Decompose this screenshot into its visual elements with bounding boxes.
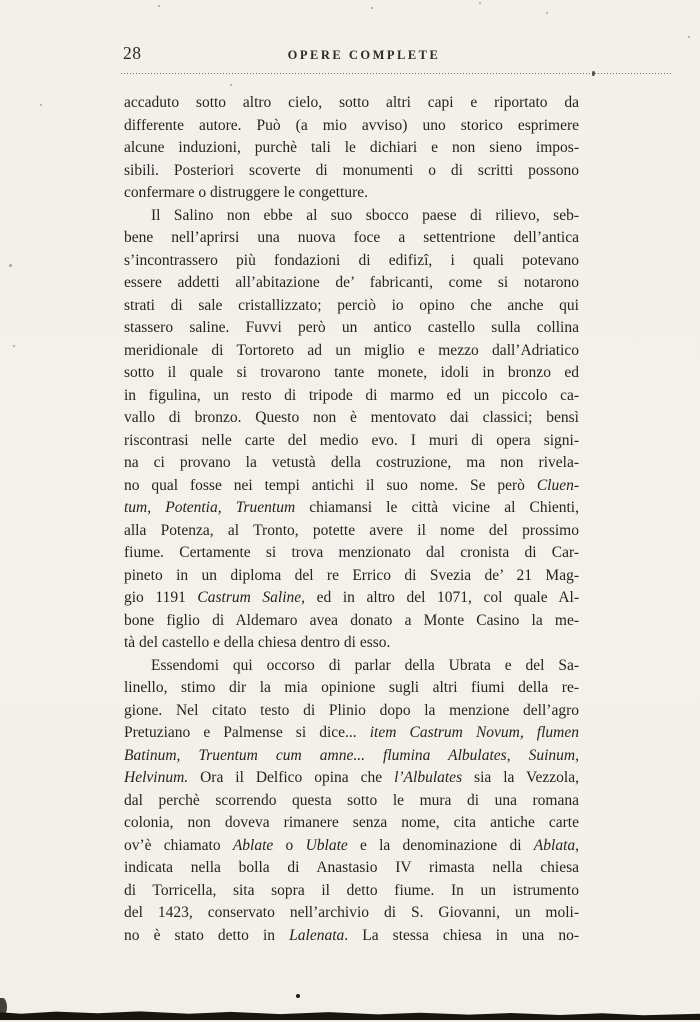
text-line: tum, Potentia, Truentum chiamansi le città vicine al Chienti, — [124, 499, 579, 516]
scan-artifact-corner-blob — [0, 998, 7, 1014]
text-line: s’incontrassero più fondazioni di edifizî, i quali potevano — [124, 251, 579, 269]
scan-artifact-speck — [371, 7, 373, 9]
paragraph — [124, 92, 579, 205]
text-line: stassero saline. Fuvvi però un antico castello sulla collina — [124, 319, 579, 336]
text-line: del 1423, conservato nell’archivio di S. Giovanni, un moli- — [124, 904, 579, 921]
text-line: fiume. Certamente si trova menzionato dal cronista di Car- — [124, 544, 579, 561]
scan-artifact-speck — [9, 264, 12, 267]
text-line: no è stato detto in Lalenata. La stessa chiesa in una no- — [124, 926, 579, 944]
page-number: 28 — [123, 43, 142, 63]
scan-artifact-speck — [479, 2, 481, 4]
text-line: Batinum, Truentum cum amne... flumina Albulates, Suinum, — [124, 746, 579, 764]
text-line: bone figlio di Aldemaro avea donato a Monte Casino la me- — [124, 611, 579, 629]
header-dotted-rule — [121, 71, 673, 74]
scan-artifact-speck — [158, 5, 160, 7]
text-line: in figulina, un resto di tripode di marmo ed un piccolo ca- — [124, 386, 579, 404]
text-line: vallo di bronzo. Questo non è mentovato dai classici; bensì — [124, 409, 579, 426]
scan-artifact-speck — [546, 12, 548, 14]
text-line: accaduto sotto altro cielo, sotto altri capi e riportato da — [124, 94, 579, 111]
text-block — [124, 92, 579, 947]
text-line: pineto in un diploma del re Errico di Svezia de’ 21 Mag- — [124, 566, 579, 584]
text-line: na ci provano la vetustà della costruzione, ma non rivela- — [124, 454, 579, 471]
text-line: riscontrasi nelle carte del medio evo. I muri di opera signi- — [124, 431, 579, 449]
text-line: bene nell’aprirsi una nuova foce a settentrione dell’antica — [124, 229, 579, 246]
paragraph — [124, 655, 579, 948]
text-line: Il Salino non ebbe al suo sbocco paese di rilievo, seb- — [151, 206, 579, 224]
scan-artifact-page-edge — [0, 1006, 700, 1020]
text-line: tà del castello e della chiesa dentro di esso. — [124, 634, 391, 651]
text-line: gione. Nel citato testo di Plinio dopo la menzione dell’agro — [124, 701, 579, 719]
text-line: essere addetti all’abitazione de’ fabricanti, come si notarono — [124, 274, 579, 291]
text-line: no qual fosse nei tempi antichi il suo nome. Se però Cluen- — [124, 476, 579, 494]
text-line: colonia, non doveva rimanere senza nome, cita antiche carte — [124, 814, 579, 831]
text-line: sotto il quale si trovarono tante monete, idoli in bronzo ed — [124, 364, 579, 381]
text-line: Pretuziano e Palmense si dice... item Castrum Novum, flumen — [124, 724, 579, 741]
text-line: ov’è chiamato Ablate o Ublate e la denominazione di Ablata, — [124, 836, 579, 854]
text-line: indicata nella bolla di Anastasio IV rimasta nella chiesa — [124, 859, 579, 876]
text-line: alla Potenza, al Tronto, potette avere il nome del prossimo — [124, 521, 579, 539]
text-line: alcune induzioni, purchè tali le dichiari e non sieno impos- — [124, 139, 579, 156]
text-line: strati di sale cristallizzato; perciò io opino che anche qui — [124, 296, 579, 314]
scan-artifact-speck — [13, 345, 15, 347]
scan-artifact-speck — [40, 104, 42, 106]
text-line: confermare o distruggere le congetture. — [124, 184, 369, 201]
text-line: meridionale di Tortoreto ad un miglio e mezzo dall’Adriatico — [124, 341, 579, 359]
text-line: sibili. Posteriori scoverte di monumenti o di scritti possono — [124, 161, 579, 179]
scan-artifact-ink-dot — [296, 994, 300, 998]
text-line: differente autore. Può (a mio avviso) uno storico esprimere — [124, 116, 579, 134]
scan-artifact-speck — [230, 84, 232, 86]
text-line: gio 1191 Castrum Saline, ed in altro del 1071, col quale Al- — [124, 589, 579, 606]
running-title: OPERE COMPLETE — [287, 48, 441, 62]
scan-artifact-speck — [688, 36, 690, 38]
text-line: Helvinum. Ora il Delfico opina che l’Albulates sia la Vezzola, — [124, 769, 579, 786]
paragraph — [124, 205, 579, 655]
text-line: linello, stimo dir la mia opinione sugli altri fiumi della re- — [124, 679, 579, 696]
text-line: Essendomi qui occorso di parlar della Ubrata e del Sa- — [151, 656, 579, 674]
text-line: dal perchè scorrendo questa sotto le mura di una romana — [124, 791, 579, 809]
scan-artifact-blemish — [592, 71, 595, 76]
text-line: di Torricella, sita sopra il detto fiume. In un istrumento — [124, 881, 579, 899]
